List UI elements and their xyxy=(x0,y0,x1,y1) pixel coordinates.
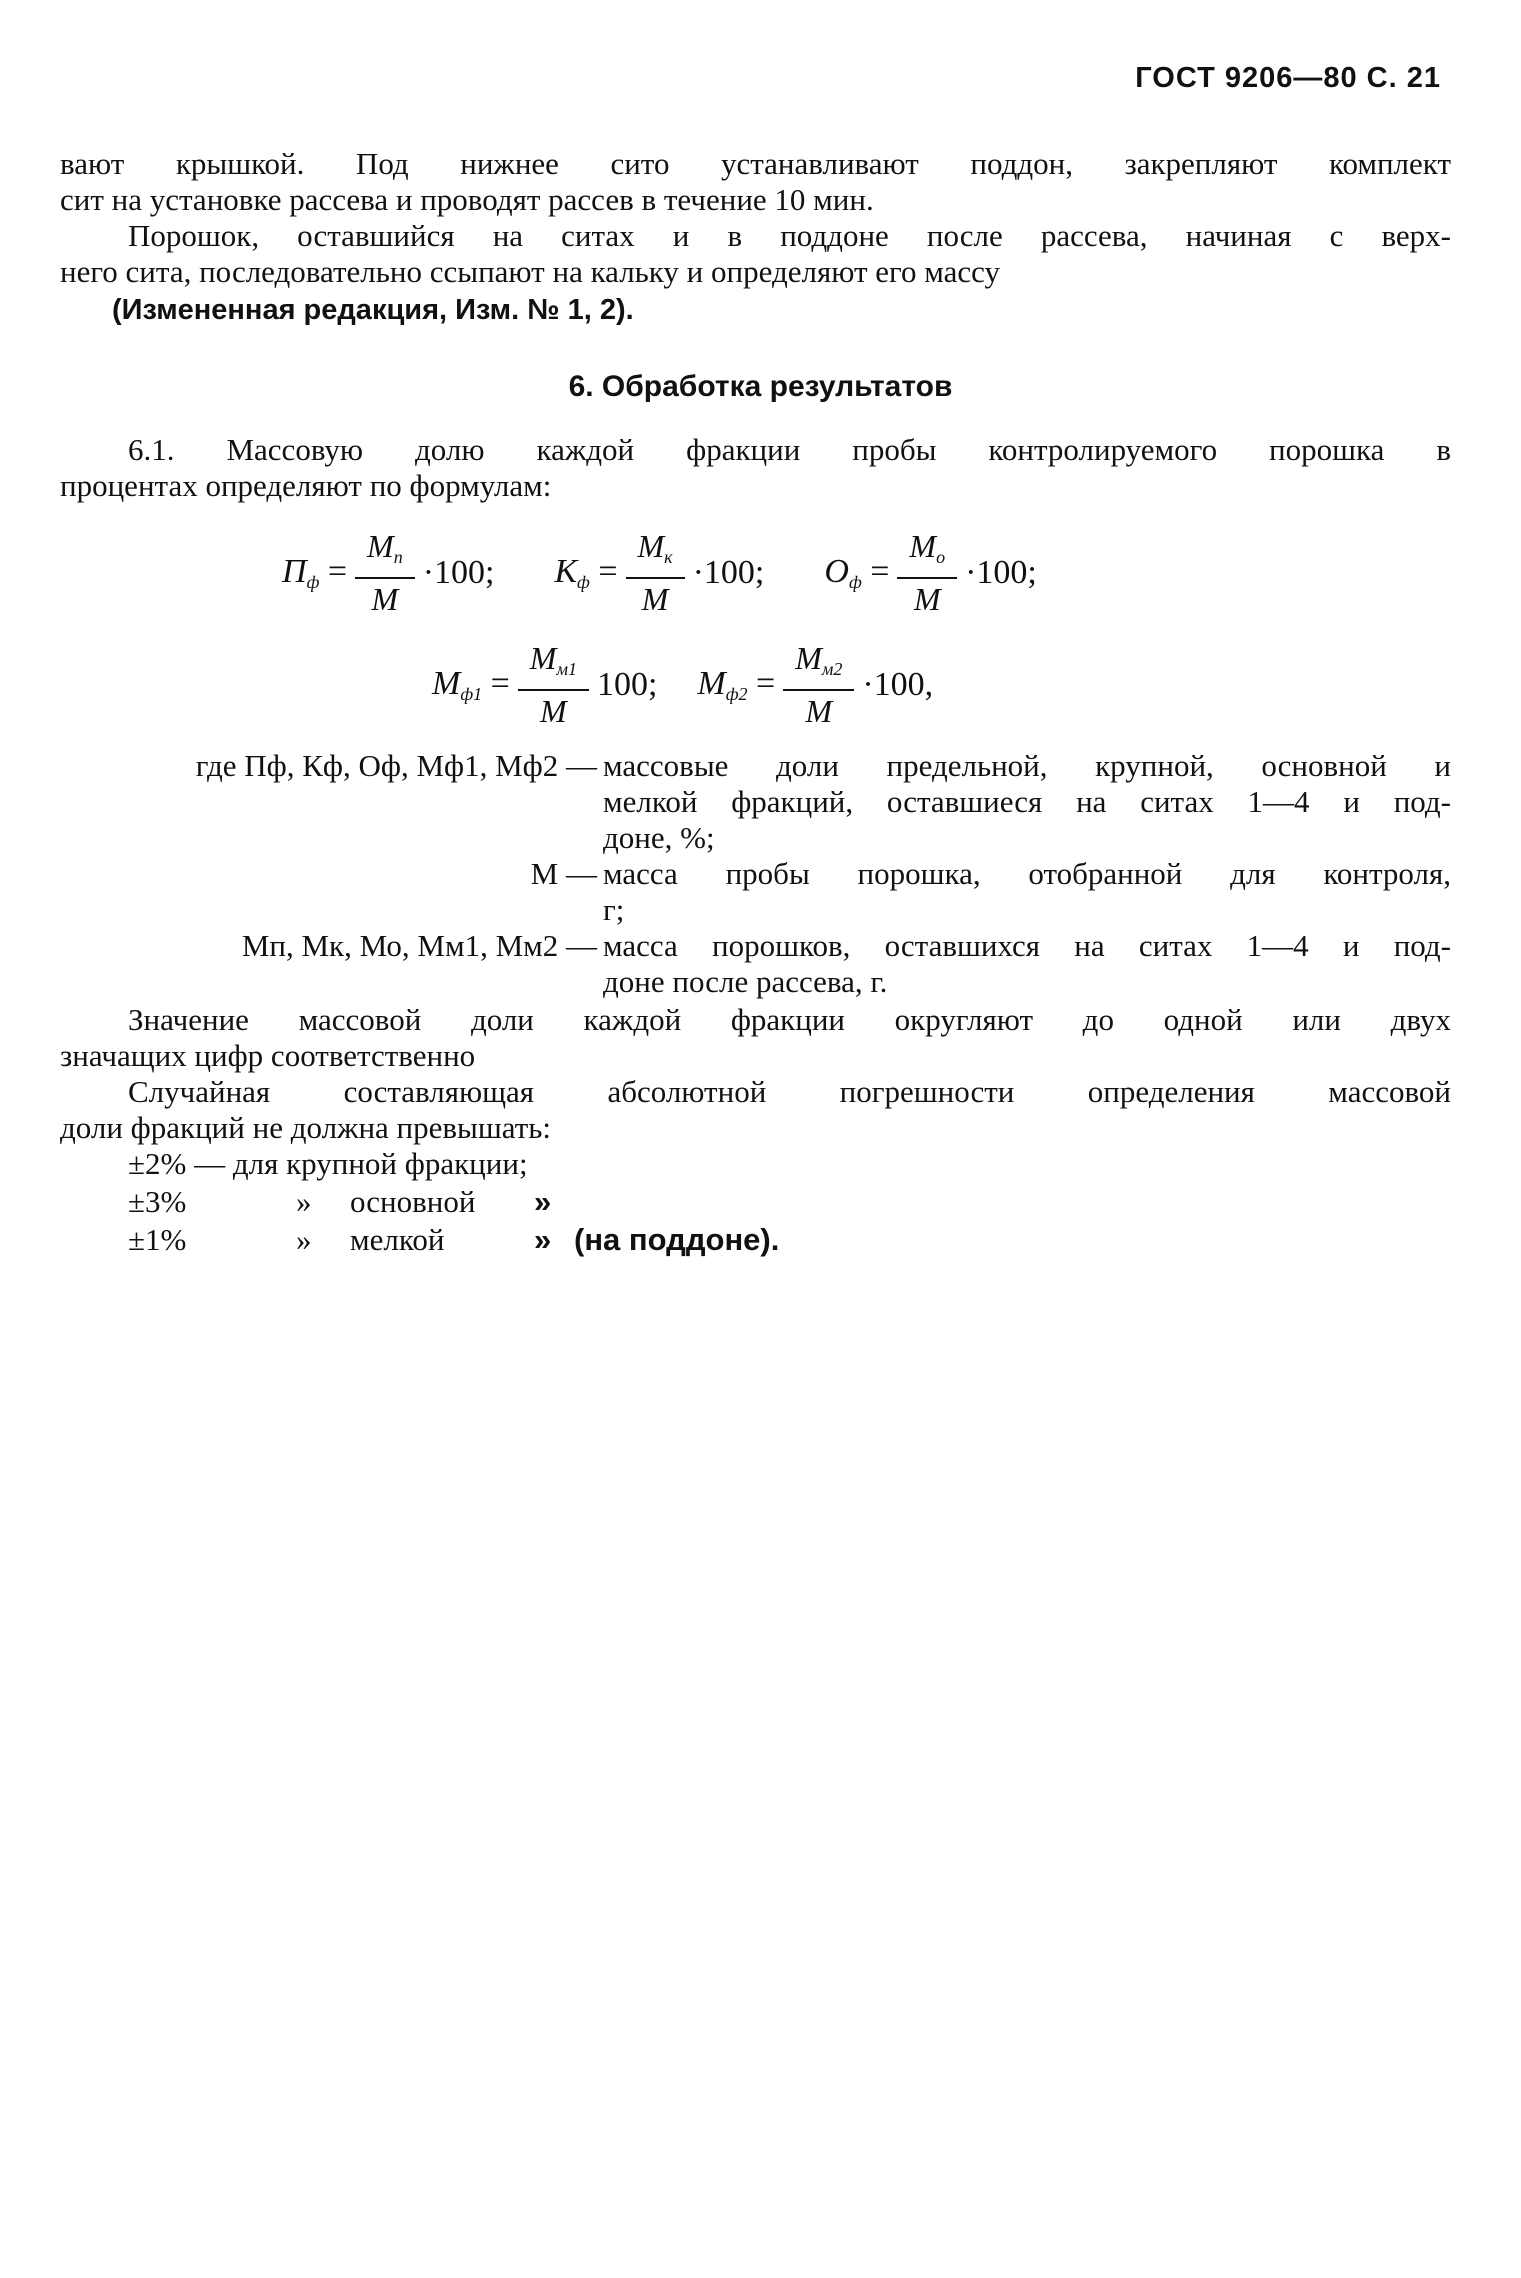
paragraph-line: процентах определяют по формулам: xyxy=(60,468,552,503)
paragraph-line: вают крышкой. Под нижнее сито устанавливают поддон, закрепляют комплект xyxy=(60,146,1451,181)
definition-text: масса пробы порошка, отобранной для контроля, г; xyxy=(603,856,1451,927)
formula-mf2: $М_{ф2}$ = xyxy=(697,664,776,704)
definition-text: масса порошков, оставшихся на ситах 1—4 и под- доне после рассева, г. xyxy=(603,928,1451,999)
ditto-mark: » xyxy=(296,1222,312,1257)
definition-key: М — xyxy=(530,856,597,891)
definition-key: где Пф, Кф, Оф, Мф1, Мф2 — xyxy=(195,748,597,783)
fraction: $\frac{М_к}{М}$ xyxy=(626,528,685,617)
fraction: $\frac{М_{м2}}{М}$ xyxy=(783,640,854,729)
tolerance-note: (на поддоне). xyxy=(574,1222,780,1257)
paragraph-line: сит на установке рассева и проводят рассев в течение 10 мин. xyxy=(60,182,874,217)
formula-kf: $К_ф$ = xyxy=(554,552,618,592)
tolerance-row: ±2% — для крупной фракции; xyxy=(128,1146,528,1181)
tolerance-row: ±1% xyxy=(128,1222,187,1257)
formula-of: $О_ф$ = xyxy=(824,552,890,592)
formula-pf: $П_ф$ = xyxy=(282,552,348,592)
paragraph-line: Порошок, оставшийся на ситах и в поддоне после рассева, начиная с верх- xyxy=(128,218,1451,253)
paragraph-line: Случайная составляющая абсолютной погрешности определения массовой xyxy=(128,1074,1451,1109)
definition-text: массовые доли предельной, крупной, основной и мелкой фракций, оставшиеся на ситах 1—4 и под- доне, %; xyxy=(603,748,1451,855)
paragraph-line: 6.1. Массовую долю каждой фракции пробы контролируемого порошка в xyxy=(128,432,1451,467)
paragraph-line: значащих цифр соответственно xyxy=(60,1038,476,1073)
paragraph-line: него сита, последовательно ссыпают на кальку и определяют его массу xyxy=(60,254,1000,289)
tolerance-word: основной xyxy=(350,1184,476,1219)
definition-key: Мп, Мк, Мо, Мм1, Мм2 — xyxy=(241,928,597,963)
section-title: 6. Обработка результатов xyxy=(568,370,953,403)
tolerance-word: мелкой xyxy=(350,1222,445,1257)
fraction: $\frac{М_{м1}}{М}$ xyxy=(518,640,589,729)
fraction: $\frac{М_п}{М}$ xyxy=(355,528,415,617)
formula-row-2: $М_{ф1}$ = $\frac{М_{м1}}{М}$ 100; $М_{ф2}$ = $\frac{М_{м2}}{М}$ ·100, xyxy=(432,640,934,729)
paragraph-line: Значение массовой доли каждой фракции округляют до одной или двух xyxy=(128,1002,1451,1037)
ditto-mark: » xyxy=(534,1222,552,1257)
formula-mf1: $М_{ф1}$ = xyxy=(432,664,510,704)
formula-row-1: $П_ф$ = $\frac{М_п}{М}$ ·100; $К_ф$ = $\frac{М_к}{М}$ ·100; $О_ф$ = $\frac{М_о}{М}$ ·100; xyxy=(282,528,1037,617)
ditto-mark: » xyxy=(534,1184,552,1219)
amendment-note: (Измененная редакция, Изм. № 1, 2). xyxy=(112,294,634,326)
tolerance-row: ±3% xyxy=(128,1184,187,1219)
fraction: $\frac{М_о}{М}$ xyxy=(897,528,957,617)
ditto-mark: » xyxy=(296,1184,312,1219)
paragraph-line: доли фракций не должна превышать: xyxy=(60,1110,551,1145)
page-header: ГОСТ 9206—80 С. 21 xyxy=(1135,62,1441,94)
